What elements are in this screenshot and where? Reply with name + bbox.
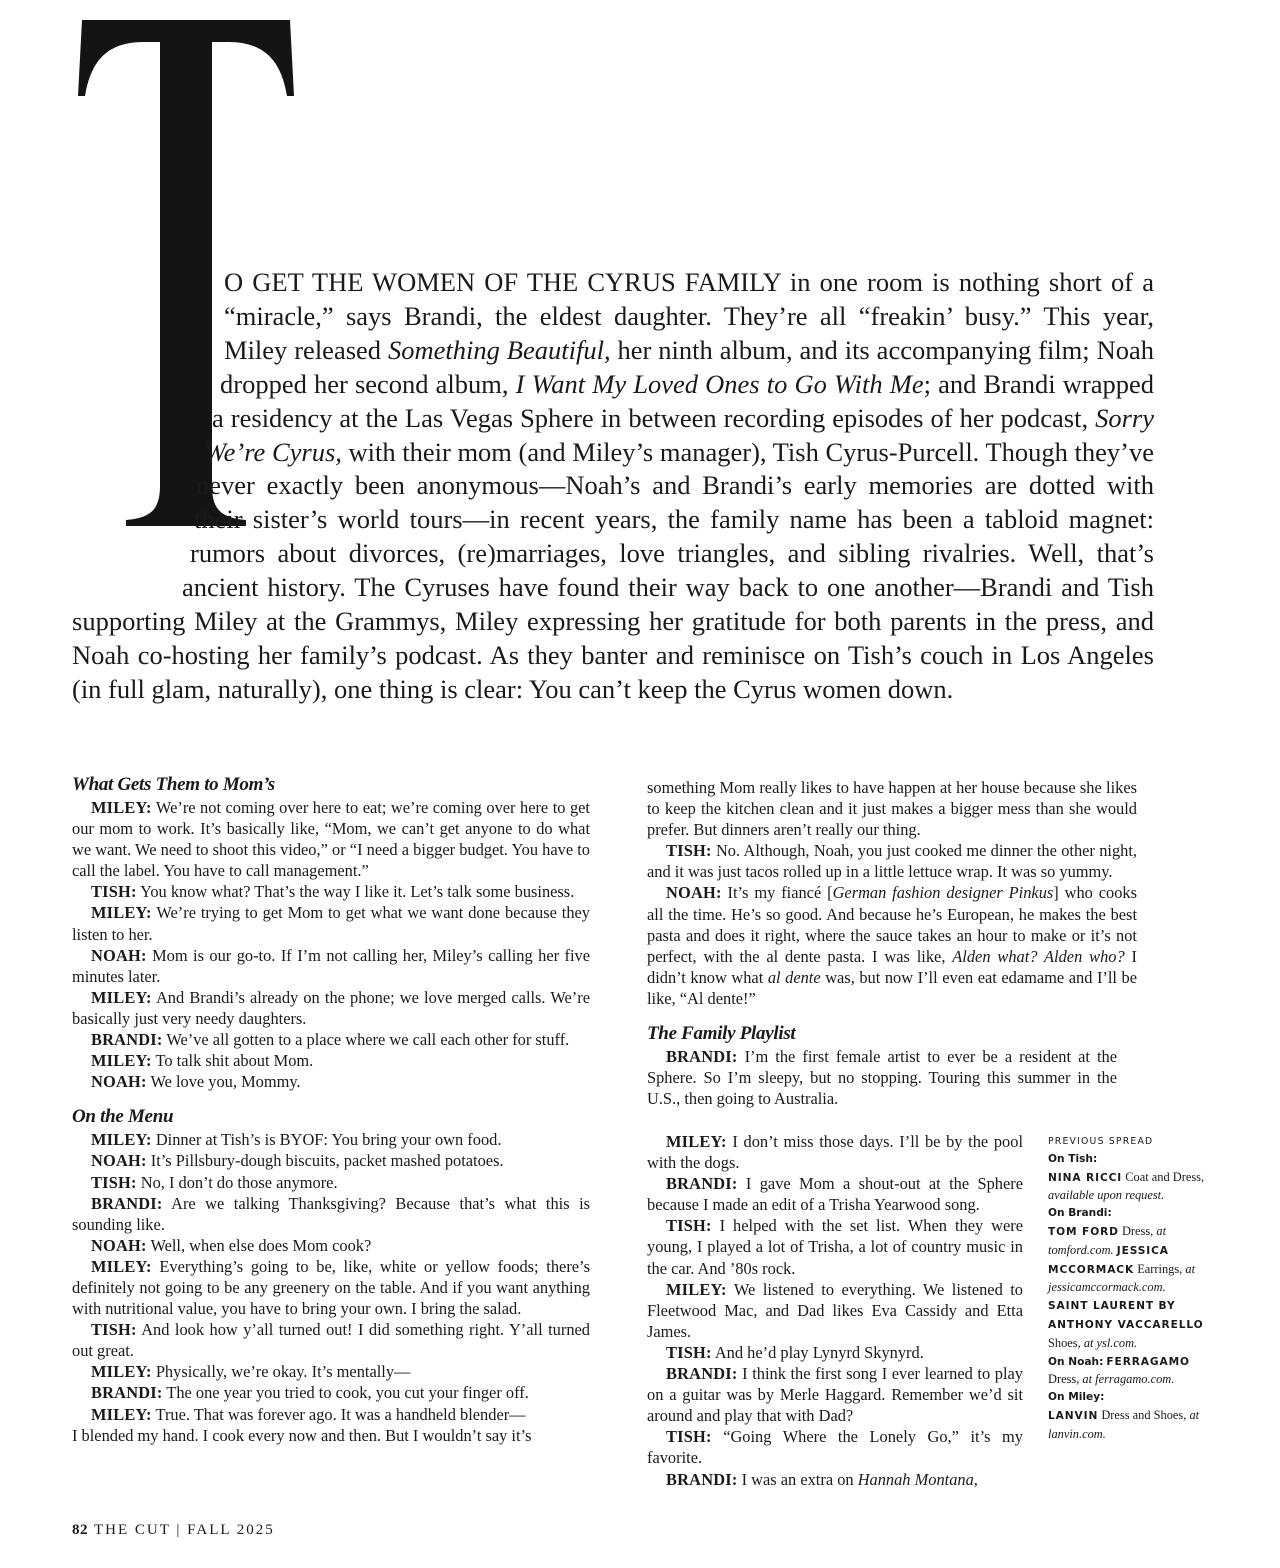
speaker-label: MILEY:	[91, 987, 152, 1007]
speaker-label: BRANDI:	[91, 1383, 163, 1403]
dialogue-continuation: something Mom really likes to have happen at her house because she likes to keep the kitchen clean and it just makes a bigger mess than she would prefer. But dinners aren’t really our thing.	[647, 778, 1137, 840]
speaker-label: MILEY:	[91, 1256, 152, 1276]
article-column-narrow	[647, 1131, 1023, 1490]
speaker-label: NOAH:	[666, 883, 722, 903]
speaker-label: MILEY:	[91, 1404, 152, 1424]
credit-subject: On Brandi:	[1048, 1207, 1112, 1220]
dialogue-line: TISH: No, I don’t do those anymore.	[91, 1172, 338, 1192]
speaker-label: MILEY:	[666, 1279, 727, 1299]
section-heading: On the Menu	[72, 1106, 174, 1128]
dialogue-line: BRANDI: I’m the first female artist to ever be a resident at the Sphere. So I’m sleepy, but no stopping. Touring this summer in the U.S., then going to Australia.	[647, 1047, 1117, 1109]
section-heading: What Gets Them to Mom’s	[72, 774, 275, 795]
lede-text: in one room is nothing short of a “miracle,” says Brandi, the eldest daughter. They’re all “freakin’ busy.” This year, Miley released	[224, 267, 1154, 365]
page-number: 82	[72, 1522, 88, 1538]
dialogue-line: BRANDI: I gave Mom a shout-out at the Sphere because I made an edit of a Trisha Yearwood song.	[647, 1174, 1023, 1215]
lede-text: ; and Brandi wrapped a residency at the Las Vegas Sphere in between recording episodes of her podcast,	[212, 368, 1154, 433]
credit-subject: On Noah:	[1048, 1355, 1104, 1368]
dialogue-continuation: I blended my hand. I cook every now and then. But I wouldn’t say it’s	[72, 1425, 532, 1445]
speaker-label: MILEY:	[91, 1051, 152, 1071]
dialogue-line: MILEY: Physically, we’re okay. It’s mentally—	[91, 1362, 411, 1382]
dialogue-line: NOAH: Mom is our go-to. If I’m not calling her, Miley’s calling her five minutes later.	[72, 945, 590, 986]
speaker-label: TISH:	[91, 1320, 137, 1340]
dialogue-line: BRANDI: The one year you tried to cook, you cut your finger off.	[91, 1383, 529, 1403]
dialogue-line: MILEY: Dinner at Tish’s is BYOF: You bring your own food.	[91, 1130, 502, 1150]
credit-brand: JESSICA MCCORMACK	[1048, 1244, 1169, 1276]
dialogue-line: BRANDI: I think the first song I ever learned to play on a guitar was by Merle Haggard. Remember we’d sit around and play that with Dad?	[647, 1364, 1023, 1426]
lede-paragraph	[72, 266, 1154, 707]
speaker-label: TISH:	[91, 882, 137, 902]
speaker-label: TISH:	[91, 1172, 137, 1192]
credit-brand: TOM FORD	[1048, 1225, 1119, 1238]
speaker-label: BRANDI:	[666, 1047, 738, 1067]
speaker-label: MILEY:	[91, 798, 152, 817]
speaker-label: TISH:	[666, 1427, 712, 1447]
dialogue-line: NOAH: Well, when else does Mom cook?	[91, 1235, 372, 1255]
dialogue-line: NOAH: It’s Pillsbury-dough biscuits, packet mashed potatoes.	[91, 1151, 504, 1171]
speaker-label: TISH:	[666, 1216, 712, 1236]
speaker-label: BRANDI:	[91, 1030, 163, 1050]
dialogue-line: TISH: I helped with the set list. When they were young, I played a lot of Trisha, a lot of country music in the car. And ’80s rock.	[647, 1216, 1023, 1278]
speaker-label: MILEY:	[91, 1130, 152, 1150]
dialogue-line: MILEY: We listened to everything. We listened to Fleetwood Mac, and Dad likes Eva Cassidy and Etta James.	[647, 1279, 1023, 1341]
speaker-label: MILEY:	[91, 1362, 152, 1382]
credit-subject: On Tish:	[1048, 1152, 1098, 1165]
publication-line: THE CUT | FALL 2025	[94, 1522, 275, 1538]
dialogue-line: TISH: And he’d play Lynyrd Skynyrd.	[666, 1342, 924, 1362]
dialogue-line: NOAH: It’s my fiancé [German fashion designer Pinkus] who cooks all the time. He’s so good. And because he’s European, he makes the best pasta and does it right, where the sauce takes an hour to make or it’s not perfect, with the al dente pasta. I was like, Alden what? Alden who? I didn’t know what al dente was, but now I’ll even eat edamame and I’ll be like, “Al dente!”	[647, 883, 1138, 1008]
dialogue-line: MILEY: I don’t miss those days. I’ll be by the pool with the dogs.	[647, 1132, 1023, 1173]
credit-brand: SAINT LAURENT BY ANTHONY VACCARELLO	[1048, 1300, 1204, 1331]
section-heading: The Family Playlist	[647, 1023, 796, 1045]
dialogue-line: MILEY: To talk shit about Mom.	[91, 1051, 314, 1071]
speaker-label: BRANDI:	[666, 1174, 738, 1194]
lede-lead-in: O GET THE WOMEN OF THE CYRUS FAMILY	[224, 267, 781, 297]
dialogue-line: MILEY: Everything’s going to be, like, white or yellow foods; there’s definitely not going to be any greenery on the table. And if you want anything with nutritional value, you have to bring your own. I bring the salad.	[72, 1256, 590, 1319]
credit-entry: TOM FORD Dress, at tomford.com. JESSICA MCCORMACK Earrings, at jessicamccormack.com. SAINT LAURENT BY ANTHONY VACCARELLO Shoes, at ysl.com.	[1048, 1223, 1204, 1350]
dialogue-line: TISH: “Going Where the Lonely Go,” it’s my favorite.	[647, 1427, 1023, 1468]
speaker-label: NOAH:	[91, 1072, 147, 1092]
credit-brand: FERRAGAMO	[1106, 1355, 1190, 1368]
dialogue-line: TISH: No. Although, Noah, you just cooked me dinner the other night, and it was just tacos rolled up in a little lettuce wrap. It was so yummy.	[647, 841, 1137, 882]
speaker-label: NOAH:	[91, 945, 147, 965]
fashion-credits	[1048, 1133, 1208, 1444]
dialogue-line: MILEY: True. That was forever ago. It was a handheld blender—	[91, 1404, 526, 1424]
credit-subject: On Miley:	[1048, 1391, 1105, 1404]
article-column-right	[647, 777, 1137, 1109]
lede-text: her ninth album, and its accompanying film; Noah dropped her second album,	[220, 334, 1154, 399]
speaker-label: BRANDI:	[666, 1469, 738, 1489]
dialogue-line: TISH: You know what? That’s the way I like it. Let’s talk some business.	[91, 882, 575, 902]
podcast-title: Sorry We’re Cyrus,	[204, 402, 1154, 467]
dialogue-line: BRANDI: I was an extra on Hannah Montana,	[666, 1469, 978, 1489]
dialogue-line: MILEY: And Brandi’s already on the phone; we love merged calls. We’re basically just very needy daughters.	[72, 987, 590, 1028]
speaker-label: BRANDI:	[91, 1193, 163, 1213]
dialogue-line: BRANDI: Are we talking Thanksgiving? Because that’s what this is sounding like.	[72, 1193, 590, 1234]
speaker-label: MILEY:	[91, 903, 152, 923]
speaker-label: BRANDI:	[666, 1364, 738, 1384]
speaker-label: TISH:	[666, 1342, 712, 1362]
credits-heading: PREVIOUS SPREAD	[1048, 1136, 1154, 1147]
page-footer	[72, 1522, 275, 1539]
credit-entry: LANVIN Dress and Shoes, at lanvin.com.	[1048, 1407, 1200, 1441]
speaker-label: NOAH:	[91, 1151, 147, 1171]
speaker-label: TISH:	[666, 841, 712, 861]
speaker-label: NOAH:	[91, 1235, 147, 1255]
album-title: I Want My Loved Ones to Go With Me	[515, 368, 924, 399]
credit-brand: LANVIN	[1048, 1409, 1099, 1422]
dialogue-line: BRANDI: We’ve all gotten to a place where we call each other for stuff.	[91, 1030, 570, 1050]
dialogue-line: MILEY: We’re not coming over here to eat; we’re coming over here to get our mom to work. It’s basically like, “Mom, we can’t get anyone to do what we want. We need to shoot this video,” or “I need a bigger budget. You have to call the label. You have to call management.”	[72, 798, 590, 881]
dialogue-line: MILEY: We’re trying to get Mom to get what we want done because they listen to her.	[72, 903, 590, 944]
dialogue-line: TISH: And look how y’all turned out! I did something right. Y’all turned out great.	[72, 1320, 590, 1361]
album-title: Something Beautiful,	[387, 334, 611, 365]
dialogue-line: NOAH: We love you, Mommy.	[91, 1072, 301, 1092]
credit-entry: On Noah: FERRAGAMO Dress, at ferragamo.com.	[1048, 1355, 1190, 1387]
lede-text: with their mom (and Miley’s manager), Tish Cyrus-Purcell. Though they’ve never exactly been anonymous—Noah’s and Brandi’s early memories are dotted with their sister’s world tours—in recent years, the family name has been a tabloid magnet: rumors about divorces, (re)marriages, love triangles, and sibling rivalries. Well, that’s ancient history. The Cyruses have found their way back to one another—Brandi and Tish supporting Miley at the Grammys, Miley expressing her gratitude for both parents in the press, and Noah co-hosting her family’s podcast. As they banter and reminisce on Tish’s couch in Los Angeles (in full glam, naturally), one thing is clear: You can’t keep the Cyrus women down.	[72, 436, 1154, 704]
article-column-left	[72, 774, 590, 1446]
credit-brand: NINA RICCI	[1048, 1171, 1123, 1184]
credit-entry: NINA RICCI Coat and Dress, available upon request.	[1048, 1169, 1205, 1203]
speaker-label: MILEY:	[666, 1132, 727, 1151]
